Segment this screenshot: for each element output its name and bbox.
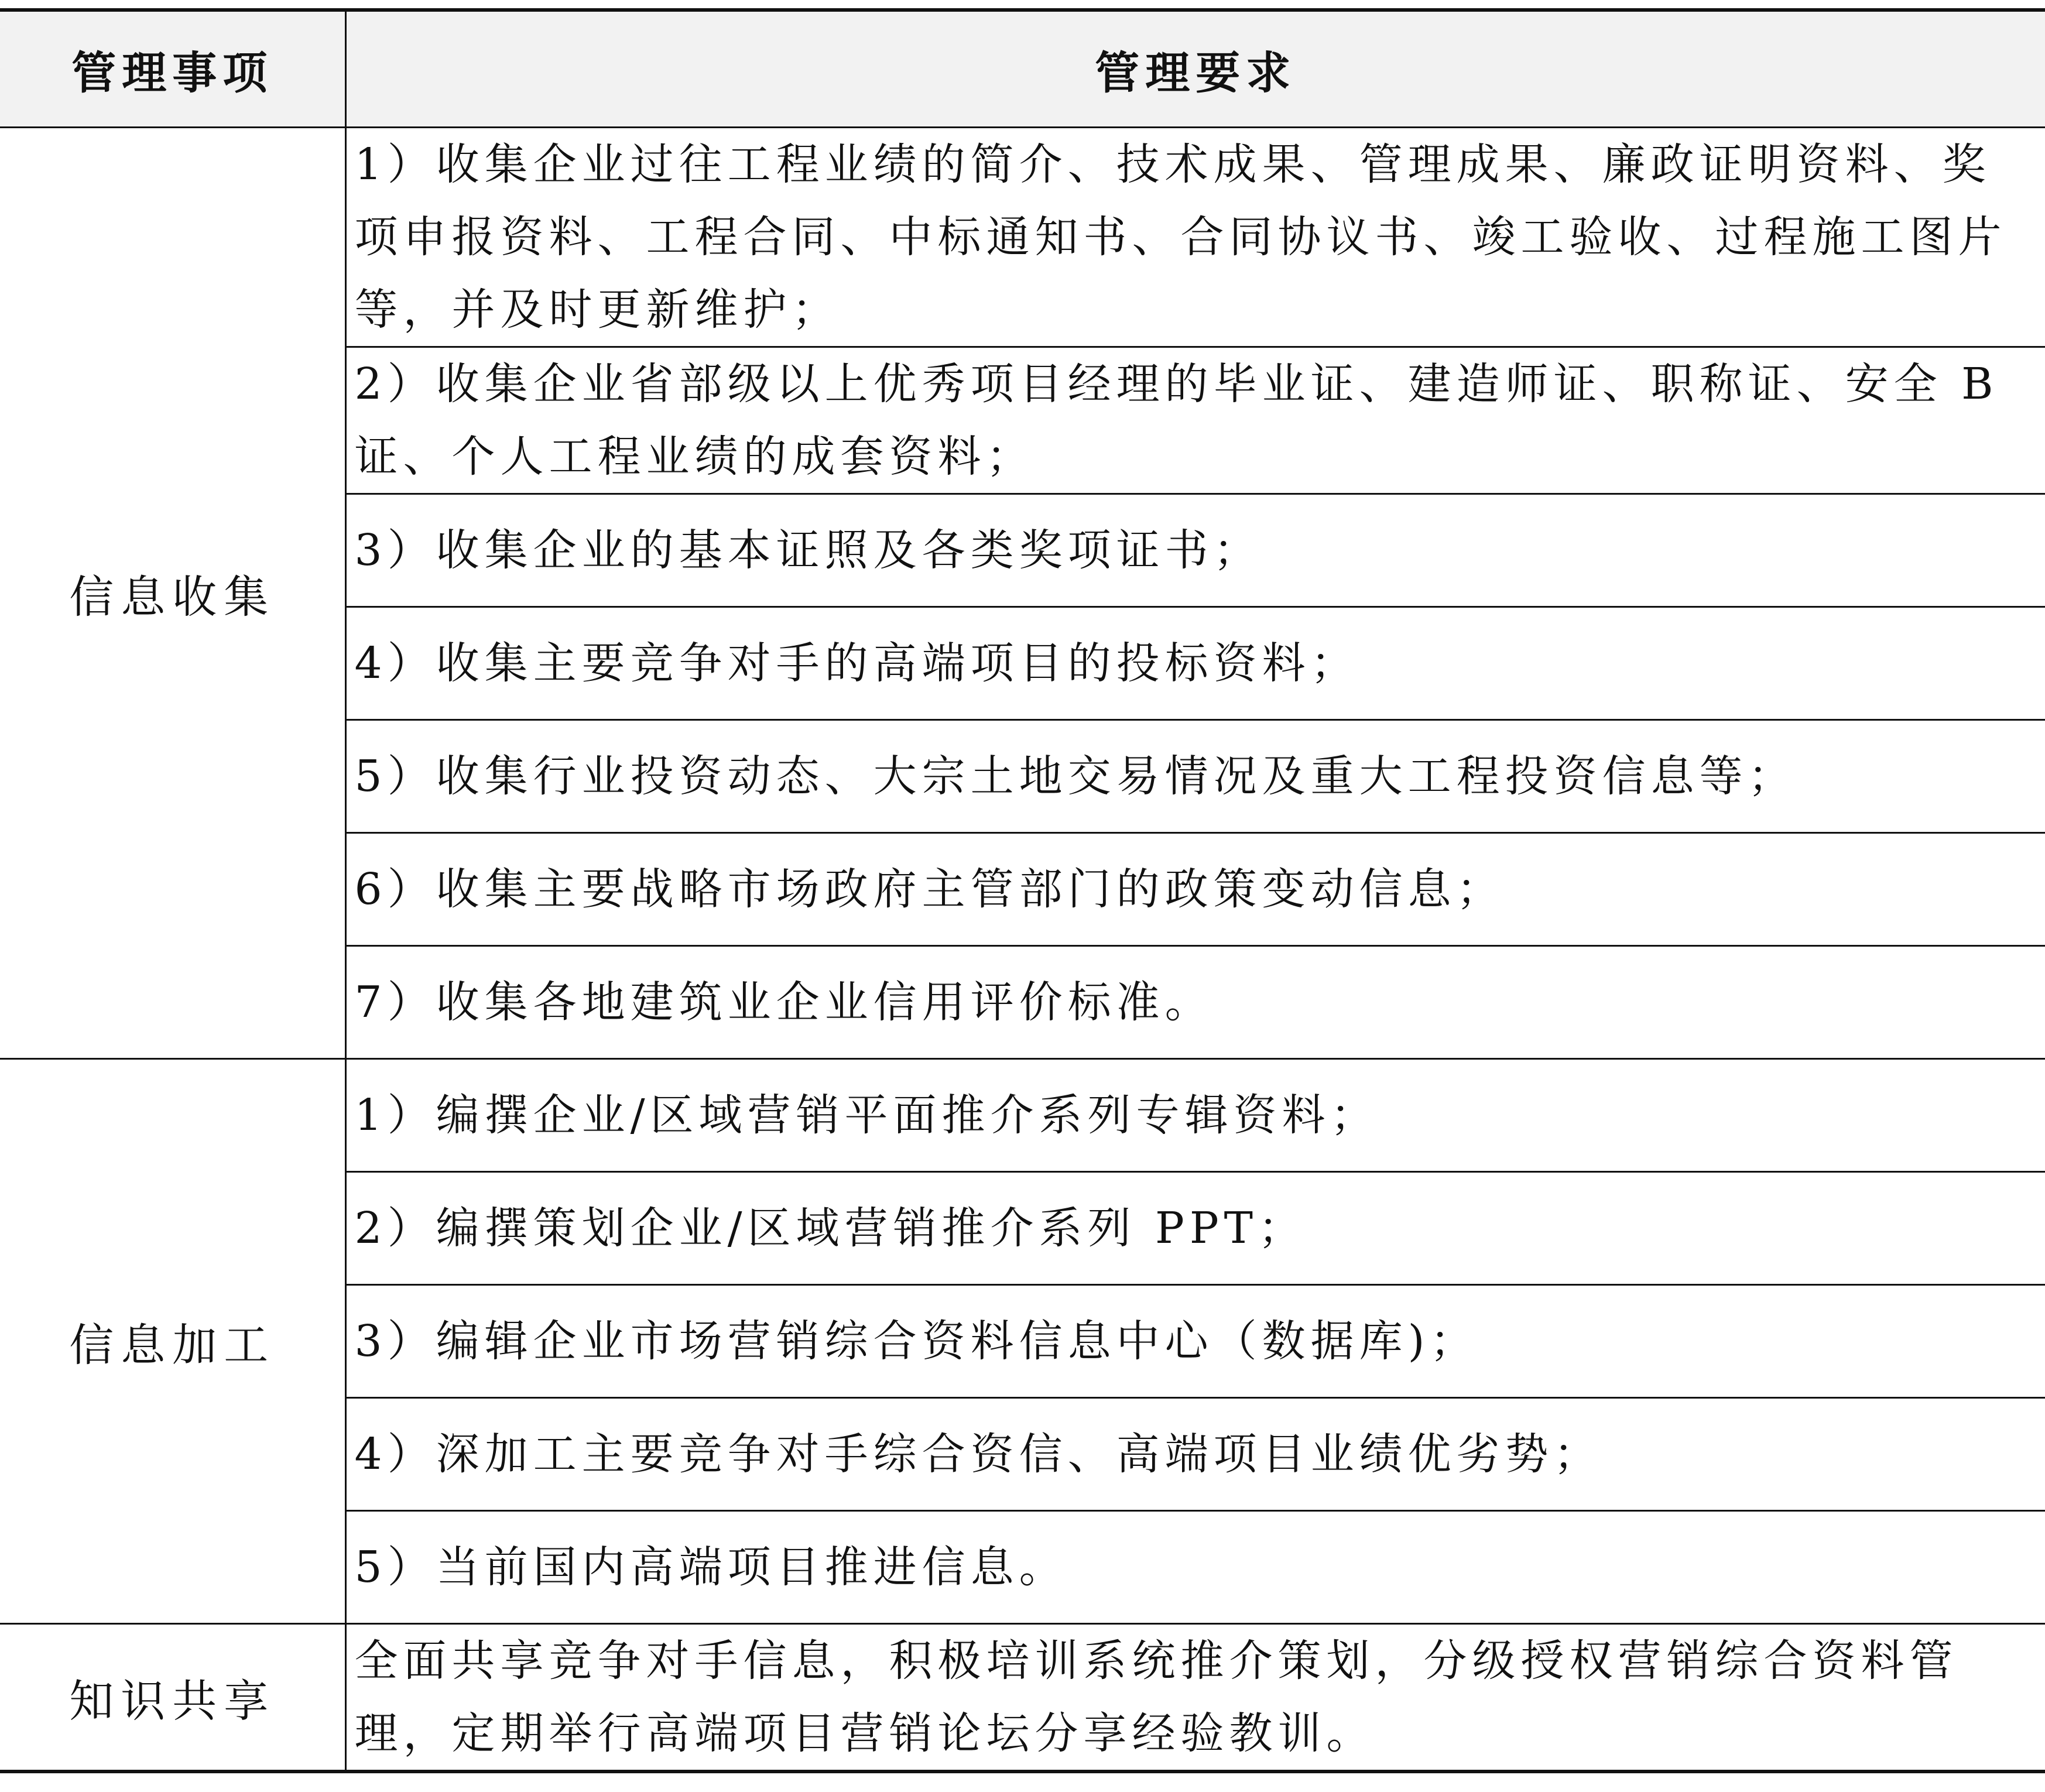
category-info-processing: 信息加工 (0, 1059, 345, 1624)
requirement-item: 5）收集行业投资动态、大宗土地交易情况及重大工程投资信息等； (345, 720, 2045, 833)
table-row (0, 128, 2045, 347)
header-matter: 管理事项 (0, 10, 345, 128)
management-table (0, 8, 2045, 1773)
requirement-item: 全面共享竞争对手信息，积极培训系统推介策划，分级授权营销综合资料管理，定期举行高端项目营销论坛分享经验教训。 (345, 1624, 2045, 1772)
requirement-item: 1）编撰企业/区域营销平面推介系列专辑资料； (345, 1059, 2045, 1172)
requirement-item: 4）收集主要竞争对手的高端项目的投标资料； (345, 607, 2045, 720)
requirement-item: 7）收集各地建筑业企业信用评价标准。 (345, 946, 2045, 1059)
header-row (0, 10, 2045, 128)
requirement-item: 5）当前国内高端项目推进信息。 (345, 1511, 2045, 1624)
requirement-item: 4）深加工主要竞争对手综合资信、高端项目业绩优劣势； (345, 1398, 2045, 1511)
requirement-item: 2）收集企业省部级以上优秀项目经理的毕业证、建造师证、职称证、安全 B 证、个人工程业绩的成套资料； (345, 347, 2045, 494)
category-knowledge-sharing: 知识共享 (0, 1624, 345, 1772)
table-row (0, 1624, 2045, 1772)
requirement-item: 3）编辑企业市场营销综合资料信息中心（数据库)； (345, 1285, 2045, 1398)
header-requirement: 管理要求 (345, 10, 2045, 128)
requirement-item: 3）收集企业的基本证照及各类奖项证书； (345, 494, 2045, 607)
requirement-item: 6）收集主要战略市场政府主管部门的政策变动信息； (345, 833, 2045, 946)
category-info-collection: 信息收集 (0, 128, 345, 1059)
document-page (0, 8, 2045, 1773)
requirement-item: 1）收集企业过往工程业绩的简介、技术成果、管理成果、廉政证明资料、奖项申报资料、工程合同、中标通知书、合同协议书、竣工验收、过程施工图片等，并及时更新维护； (345, 128, 2045, 347)
table-row (0, 1059, 2045, 1172)
requirement-item: 2）编撰策划企业/区域营销推介系列 PPT； (345, 1172, 2045, 1285)
